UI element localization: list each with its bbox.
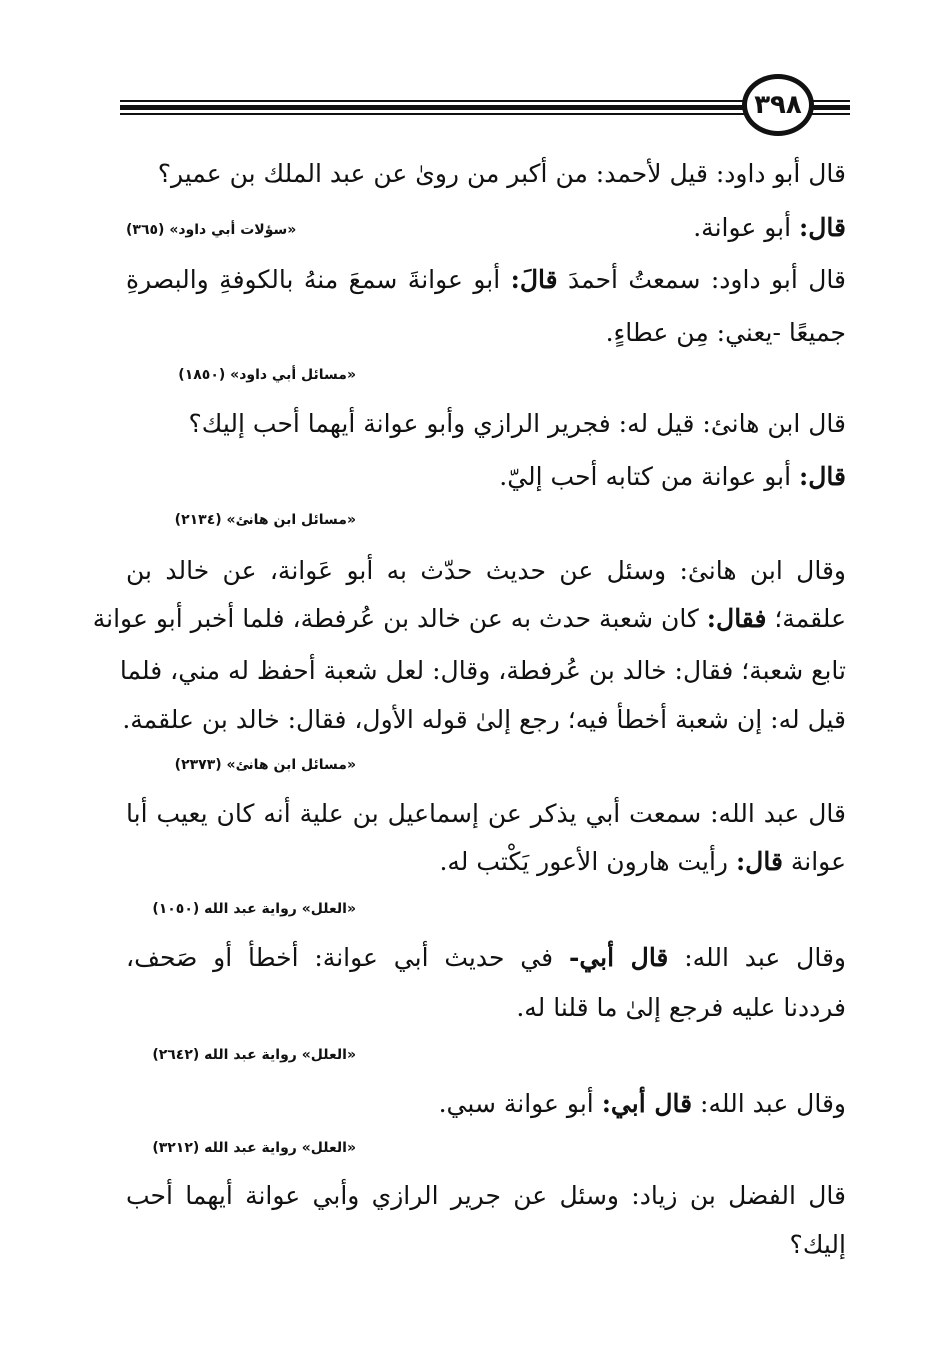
text-span: رأيت هارون الأعور يَكْتب له.: [439, 847, 736, 876]
text-line: قال ابن هانئ: قيل له: فجرير الرازي وأبو عوانة أيهما أحب إليك؟: [188, 409, 846, 438]
header-rule: [810, 100, 850, 102]
text-line: قال عبد الله: سمعت أبي يذكر عن إسماعيل بن علية أنه كان يعيب أبا: [126, 799, 846, 828]
bold-phrase: قال أبي-: [568, 943, 669, 972]
source-citation: «سؤلات أبي داود» (٣٦٥): [126, 222, 297, 238]
text-line: [499, 461, 846, 492]
text-span: وقال عبد الله:: [692, 1089, 846, 1118]
text-span: أبو عوانةَ سمعَ منهُ بالكوفةِ والبصرةِ: [126, 265, 511, 294]
bold-phrase: قال:: [799, 213, 846, 242]
bold-phrase: قال أبي:: [601, 1089, 693, 1118]
text-span: أبو عوانة سبي.: [438, 1089, 602, 1118]
text-line: قيل له: إن شعبة أخطأ فيه؛ رجع إلىٰ قوله الأول، فقال: خالد بن علقمة.: [122, 705, 846, 734]
text-line: جميعًا -يعني: مِن عطاءٍ.: [605, 318, 846, 347]
source-citation: «مسائل ابن هانئ» (٢٣٧٣): [174, 757, 356, 773]
text-line: إليك؟: [789, 1230, 846, 1259]
header-rule: [810, 105, 850, 110]
header-rule: [120, 113, 752, 115]
bold-phrase: قال:: [799, 462, 846, 491]
text-line: [693, 212, 846, 243]
text-line: قال الفضل بن زياد: وسئل عن جرير الرازي وأبي عوانة أيهما أحب: [126, 1181, 846, 1210]
text-span: كان شعبة حدث به عن خالد بن عُرفطة، فلما أخبر أبو عوانة: [92, 604, 707, 633]
bold-phrase: قالَ:: [510, 265, 558, 294]
source-citation: «العلل» رواية عبد الله (٣٢١٢): [152, 1140, 356, 1156]
text-span: عوانة: [782, 847, 846, 876]
page-number: ٣٩٨: [742, 74, 814, 136]
text-line: [92, 603, 846, 634]
text-span: قال أبو داود: سمعتُ أحمدَ: [557, 265, 846, 294]
text-line: فرددنا عليه فرجع إلىٰ ما قلنا له.: [516, 993, 846, 1022]
source-citation: «العلل» رواية عبد الله (٢٦٤٢): [152, 1047, 356, 1063]
header-rule: [120, 100, 752, 102]
text-line: قال أبو داود: قيل لأحمد: من أكبر من روىٰ عن عبد الملك بن عمير؟: [157, 159, 846, 188]
text-line: [126, 942, 846, 973]
text-line: [439, 846, 846, 877]
source-citation: «مسائل أبي داود» (١٨٥٠): [178, 367, 356, 383]
text-line: تابع شعبة؛ فقال: خالد بن عُرفطة، وقال: لعل شعبة أحفظ له مني، فلما: [119, 656, 846, 685]
text-line: [439, 1088, 846, 1119]
source-citation: «مسائل ابن هانئ» (٢١٣٤): [174, 512, 356, 528]
text-span: في حديث أبي عوانة: أخطأ أو صَحف،: [126, 943, 569, 972]
text-line: وقال ابن هانئ: وسئل عن حديث حدّث به أبو عَوانة، عن خالد بن: [126, 556, 846, 585]
text-span: علقمة؛: [766, 604, 846, 633]
bold-phrase: فقال:: [706, 604, 767, 633]
page-header: [120, 72, 850, 142]
header-rule: [810, 113, 850, 115]
text-span: أبو عوانة من كتابه أحب إليّ.: [499, 462, 800, 491]
text-span: وقال عبد الله:: [668, 943, 846, 972]
text-line: [126, 264, 846, 295]
bold-phrase: قال:: [735, 847, 783, 876]
source-citation: «العلل» رواية عبد الله (١٠٥٠): [152, 901, 356, 917]
text-span: أبو عوانة.: [693, 213, 800, 242]
header-rule: [120, 105, 752, 110]
